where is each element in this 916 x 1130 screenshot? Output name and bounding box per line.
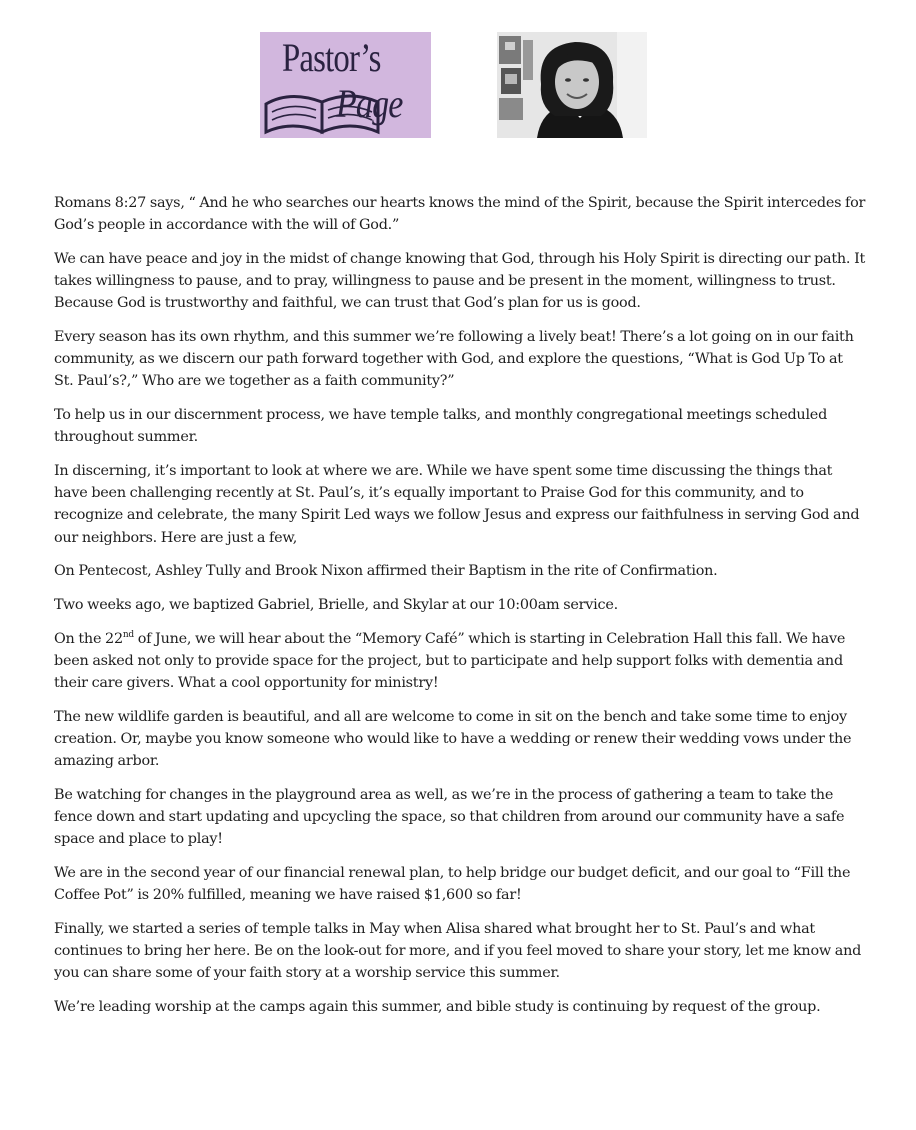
pastor-photo <box>497 32 647 138</box>
paragraph-memory-cafe <box>54 628 866 695</box>
pastors-page-logo <box>260 32 431 138</box>
paragraph-financial-renewal: We are in the second year of our financial renewal plan, to help bridge our budget deficit, and our goal to “Fill the Coffee Pot” is 20% fulfilled, meaning we have raised $1,600 so far! <box>54 865 851 904</box>
paragraph-pentecost: On Pentecost, Ashley Tully and Brook Nixon affirmed their Baptism in the rite of Confirmation. <box>54 563 718 580</box>
paragraph-baptisms: Two weeks ago, we baptized Gabriel, Brielle, and Skylar at our 10:00am service. <box>54 597 618 614</box>
memory-cafe-text-start: On the 22 <box>54 630 123 647</box>
article-body <box>54 192 866 1030</box>
paragraph-wildlife-garden: The new wildlife garden is beautiful, and all are welcome to come in sit on the bench and take some time to enjoy creation. Or, maybe you know someone who would like to have a wedding or renew their wedding vows under the amazing arbor. <box>54 708 852 770</box>
paragraph-discernment-process: To help us in our discernment process, we have temple talks, and monthly congregational meetings scheduled throughout summer. <box>54 407 828 446</box>
paragraph-camps-worship: We’re leading worship at the camps again this summer, and bible study is continuing by request of the group. <box>54 999 821 1016</box>
paragraph-playground: Be watching for changes in the playground area as well, as we’re in the process of gathering a team to take the fence down and start updating and upcycling the space, so that children from around our community have a safe space and place to play! <box>54 786 845 848</box>
logo-title-line1: Pastor’s <box>282 35 381 80</box>
paragraph-in-discerning: In discerning, it’s important to look at where we are. While we have spent some time discussing the things that have been challenging recently at St. Paul’s, it’s equally important to Praise God for this community, and to recognize and celebrate, the many Spirit Led ways we follow Jesus and express our faithfulness in serving God and our neighbors. Here are just a few, <box>54 463 860 546</box>
logo-title-line2: Page <box>336 81 403 126</box>
memory-cafe-text-rest: of June, we will hear about the “Memory Café” which is starting in Celebration Hall this fall. We have been asked not only to provide space for the project, but to participate and help support folks with dementia and their care givers. What a cool opportunity for ministry! <box>54 630 846 692</box>
paragraph-peace-and-joy: We can have peace and joy in the midst of change knowing that God, through his Holy Spirit is directing our path. It takes willingness to pause, and to pray, willingness to pause and be present in the moment, willingness to trust. Because God is trustworthy and faithful, we can trust that God’s plan for us is good. <box>54 250 866 312</box>
paragraph-romans: Romans 8:27 says, “ And he who searches our hearts knows the mind of the Spirit, because the Spirit intercedes for God’s people in accordance with the will of God.” <box>54 195 866 234</box>
ordinal-suffix: nd <box>122 629 134 640</box>
paragraph-temple-talks: Finally, we started a series of temple talks in May when Alisa shared what brought her to St. Paul’s and what continues to bring her here. Be on the look-out for more, and if you feel moved to share your story, let me know and you can share some of your faith story at a worship service this summer. <box>54 920 862 982</box>
paragraph-every-season: Every season has its own rhythm, and this summer we’re following a lively beat! There’s a lot going on in our faith community, as we discern our path forward together with God, and explore the questions, “What is God Up To at St. Paul’s?,” Who are we together as a faith community?” <box>54 329 854 390</box>
